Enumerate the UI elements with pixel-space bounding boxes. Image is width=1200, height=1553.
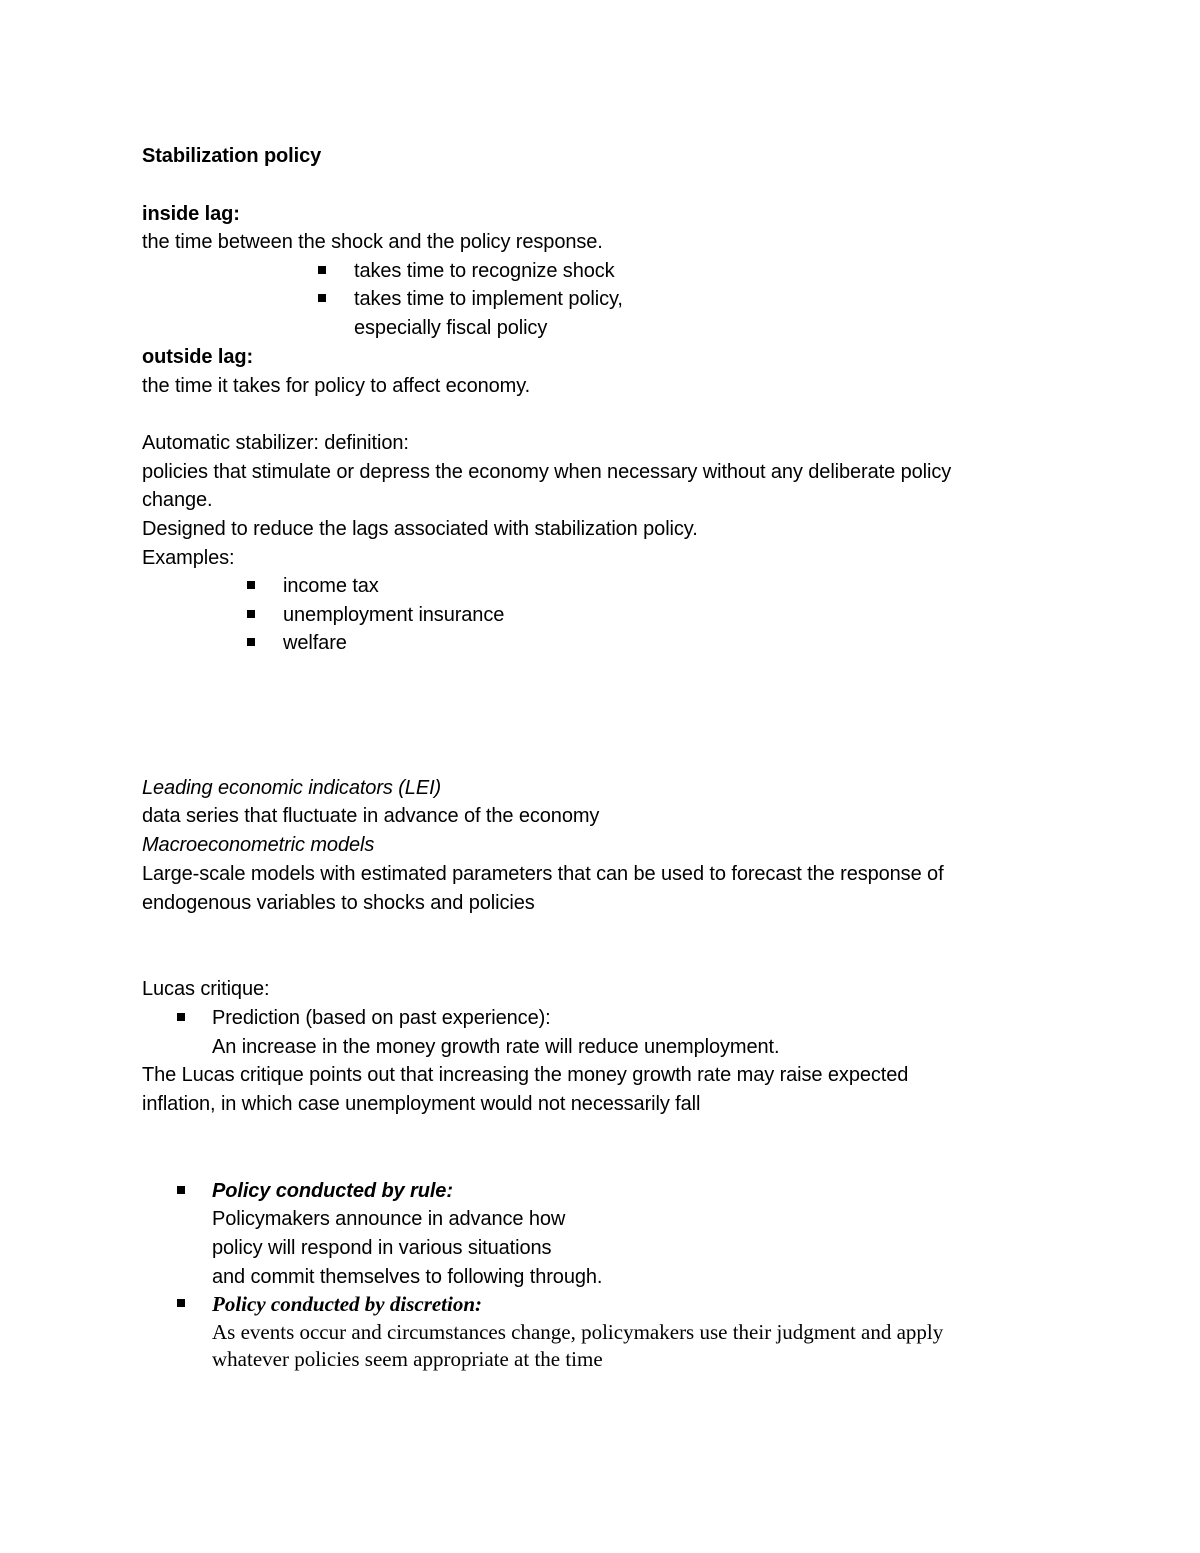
lucas-prediction-bullet: Prediction (based on past experience): [212, 1007, 551, 1029]
lei-definition: data series that fluctuate in advance of the economy [142, 805, 600, 827]
lucas-point-line-1: The Lucas critique points out that increasing the money growth rate may raise expected [142, 1064, 909, 1086]
bullet-icon [247, 638, 255, 646]
lucas-critique-heading: Lucas critique: [142, 978, 270, 1000]
discretion-heading: Policy conducted by discretion: [212, 1292, 483, 1316]
automatic-stabilizer-definition-line-2: change. [142, 489, 213, 511]
bullet-icon [177, 1299, 185, 1307]
lucas-point-line-2: inflation, in which case unemployment would not necessarily fall [142, 1093, 701, 1115]
rule-line: and commit themselves to following through. [212, 1266, 603, 1288]
example-item: income tax [283, 575, 379, 597]
bullet-icon [177, 1013, 185, 1021]
inside-lag-bullet-1: takes time to recognize shock [354, 260, 615, 282]
lei-term: Leading economic indicators (LEI) [142, 777, 442, 799]
inside-lag-bullet-continuation: especially fiscal policy [354, 317, 548, 339]
bullet-icon [247, 610, 255, 618]
document-title: Stabilization policy [142, 145, 322, 167]
discretion-line: whatever policies seem appropriate at the time [212, 1347, 603, 1371]
outside-lag-definition: the time it takes for policy to affect economy. [142, 375, 531, 397]
macro-models-term: Macroeconometric models [142, 834, 375, 856]
rule-line: policy will respond in various situations [212, 1237, 552, 1259]
macro-models-definition-line-1: Large-scale models with estimated parameters that can be used to forecast the response of [142, 863, 944, 885]
example-item: unemployment insurance [283, 604, 505, 626]
rule-heading: Policy conducted by rule: [212, 1180, 453, 1202]
bullet-icon [318, 266, 326, 274]
discretion-line: As events occur and circumstances change, policymakers use their judgment and apply [212, 1320, 944, 1344]
macro-models-definition-line-2: endogenous variables to shocks and policies [142, 892, 535, 914]
inside-lag-bullet-2: takes time to implement policy, [354, 288, 623, 310]
bullet-icon [177, 1186, 185, 1194]
bullet-icon [318, 294, 326, 302]
inside-lag-heading: inside lag: [142, 203, 240, 225]
inside-lag-definition: the time between the shock and the policy response. [142, 231, 603, 253]
examples-label: Examples: [142, 547, 235, 569]
automatic-stabilizer-heading: Automatic stabilizer: definition: [142, 432, 409, 454]
automatic-stabilizer-definition-line-1: policies that stimulate or depress the economy when necessary without any deliberate policy [142, 461, 952, 483]
example-item: welfare [283, 632, 347, 654]
lucas-prediction-detail: An increase in the money growth rate will reduce unemployment. [212, 1036, 780, 1058]
bullet-icon [247, 581, 255, 589]
outside-lag-heading: outside lag: [142, 346, 254, 368]
rule-line: Policymakers announce in advance how [212, 1208, 566, 1230]
automatic-stabilizer-purpose: Designed to reduce the lags associated with stabilization policy. [142, 518, 698, 540]
